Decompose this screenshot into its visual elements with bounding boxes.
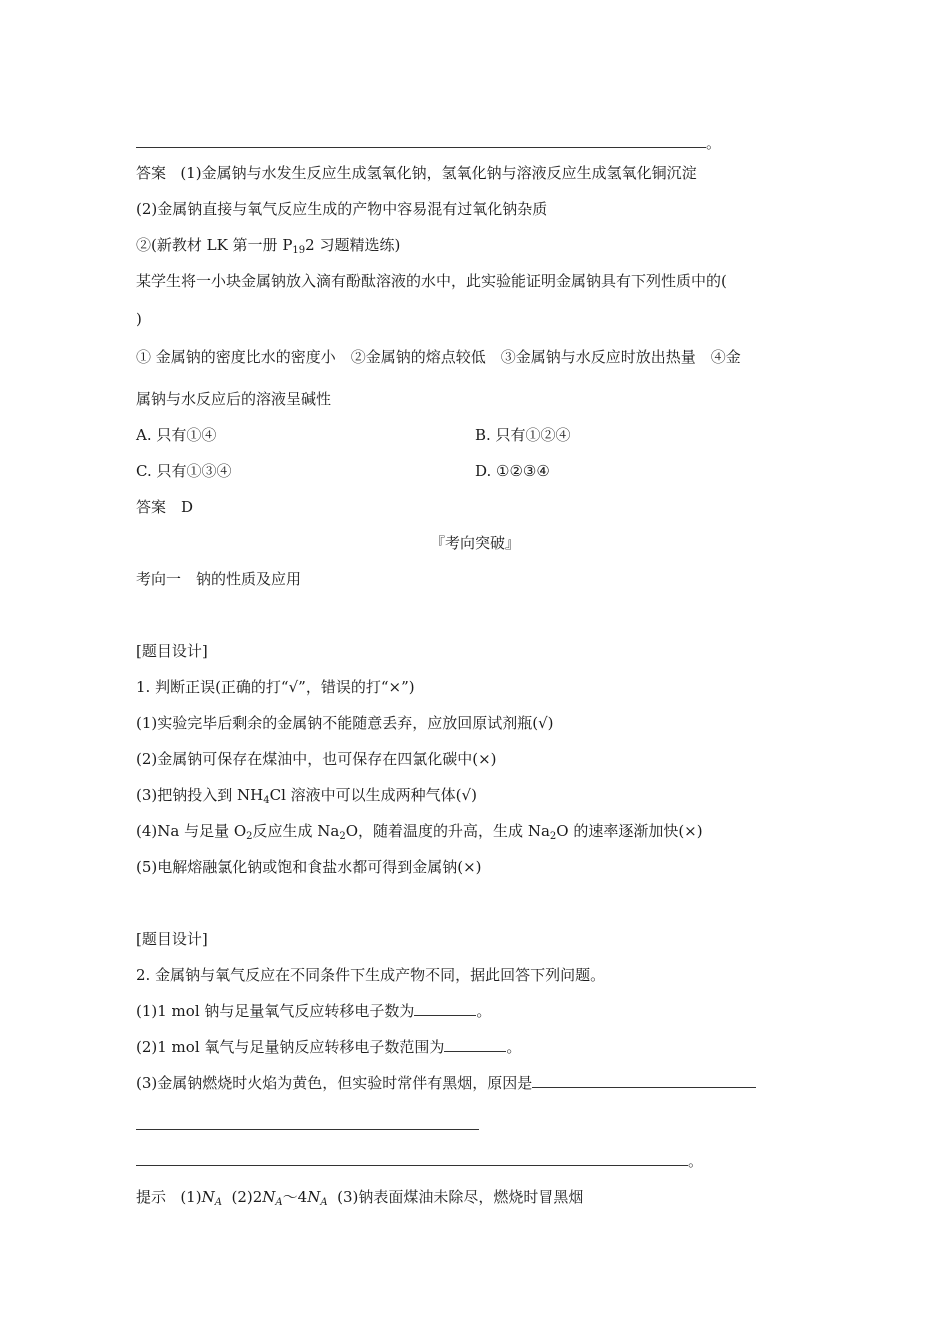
- subscript: A: [214, 1197, 222, 1208]
- period: 。: [706, 134, 722, 152]
- avogadro-symbol: N: [201, 1188, 215, 1206]
- question-2-part-2: [136, 1036, 521, 1058]
- avogadro-symbol: N: [307, 1188, 321, 1206]
- judge-4-text-a: (4)Na 与足量 O: [136, 822, 247, 840]
- subscript: 4: [263, 795, 270, 806]
- answer-2: 答案 D: [136, 498, 194, 516]
- source-subscript: 19: [292, 245, 306, 256]
- answer-1-line-2: (2)金属钠直接与氧气反应生成的产物中容易混有过氧化钠杂质: [136, 200, 548, 218]
- answer-blank-line-3: [136, 1150, 703, 1172]
- hint-label: 提示: [136, 1188, 167, 1206]
- judge-title: 1. 判断正误(正确的打“√”，错误的打“×”): [136, 678, 415, 696]
- question-2-part-1: [136, 1000, 491, 1022]
- answer-blank: [136, 133, 706, 148]
- answer-blank: [136, 1151, 688, 1166]
- judge-4-text-d: O 的速率逐渐加快(×): [556, 822, 703, 840]
- source-note: [136, 234, 400, 262]
- answer-blank: [136, 1115, 479, 1130]
- answer-1-line-1: [136, 162, 697, 184]
- answer-blank-line-2: [136, 1114, 479, 1136]
- question-2-title: 2. 金属钠与氧气反应在不同条件下生成产物不同，据此回答下列问题。: [136, 966, 606, 984]
- period: 。: [476, 1002, 492, 1020]
- hint-range: ～4: [282, 1188, 308, 1206]
- hint-part-2: (2)2: [231, 1188, 263, 1206]
- question-line-4: 属钠与水反应后的溶液呈碱性: [136, 390, 332, 408]
- question-line-3: ① 金属钠的密度比水的密度小 ②金属钠的熔点较低 ③金属钠与水反应时放出热量 ④金: [136, 348, 741, 366]
- design-label-2: [题目设计]: [136, 930, 208, 948]
- subscript: A: [320, 1197, 328, 1208]
- hint-line: [136, 1186, 583, 1214]
- avogadro-symbol: N: [262, 1188, 276, 1206]
- judge-4-text-b: 反应生成 Na: [252, 822, 340, 840]
- option-c: C. 只有①③④: [136, 462, 232, 480]
- option-a: A. 只有①④: [136, 426, 217, 444]
- question-line-1: 某学生将一小块金属钠放入滴有酚酞溶液的水中，此实验能证明金属钠具有下列性质中的(: [136, 272, 727, 290]
- section-heading: 『考向突破』: [429, 534, 520, 552]
- subscript: 2: [549, 831, 557, 842]
- top-answer-line: [136, 132, 721, 154]
- option-d: D. ①②③④: [475, 462, 550, 480]
- hint-part-3: (3)钠表面煤油未除尽，燃烧时冒黑烟: [337, 1188, 584, 1206]
- hint-part-1: (1): [180, 1188, 202, 1206]
- judge-4-text-c: O，随着温度的升高，生成 Na: [345, 822, 550, 840]
- answer-blank: [444, 1037, 506, 1052]
- period: 。: [506, 1038, 522, 1056]
- answer-text: (1)金属钠与水发生反应生成氢氧化钠，氢氧化钠与溶液反应生成氢氧化铜沉淀: [180, 164, 697, 182]
- answer-blank: [532, 1073, 756, 1088]
- subscript: 2: [339, 831, 346, 842]
- part-2-text: (2)1 mol 氧气与足量钠反应转移电子数范围为: [136, 1038, 445, 1056]
- design-label-1: [题目设计]: [136, 642, 208, 660]
- judge-item-2: (2)金属钠可保存在煤油中，也可保存在四氯化碳中(×): [136, 750, 497, 768]
- judge-item-4: [136, 820, 703, 848]
- option-b: B. 只有①②④: [475, 426, 571, 444]
- judge-item-5: (5)电解熔融氯化钠或饱和食盐水都可得到金属钠(×): [136, 858, 482, 876]
- subscript: 2: [246, 831, 253, 842]
- answer-label: 答案: [136, 164, 167, 182]
- source-text-tail: 2 习题精选练): [305, 236, 401, 254]
- question-2-part-3: [136, 1072, 756, 1094]
- judge-3-tail: Cl 溶液中可以生成两种气体(√): [269, 786, 477, 804]
- period: 。: [688, 1152, 704, 1170]
- direction-heading: 考向一 钠的性质及应用: [136, 570, 302, 588]
- question-line-2: ): [136, 310, 142, 328]
- part-1-text: (1)1 mol 钠与足量氧气反应转移电子数为: [136, 1002, 415, 1020]
- answer-blank: [414, 1001, 476, 1016]
- judge-3-text: (3)把钠投入到 NH: [136, 786, 264, 804]
- subscript: A: [275, 1197, 283, 1208]
- source-text: ②(新教材 LK 第一册 P: [136, 236, 293, 254]
- judge-item-3: [136, 784, 477, 812]
- judge-item-1: (1)实验完毕后剩余的金属钠不能随意丢弃，应放回原试剂瓶(√): [136, 714, 554, 732]
- part-3-text: (3)金属钠燃烧时火焰为黄色，但实验时常伴有黑烟，原因是: [136, 1074, 533, 1092]
